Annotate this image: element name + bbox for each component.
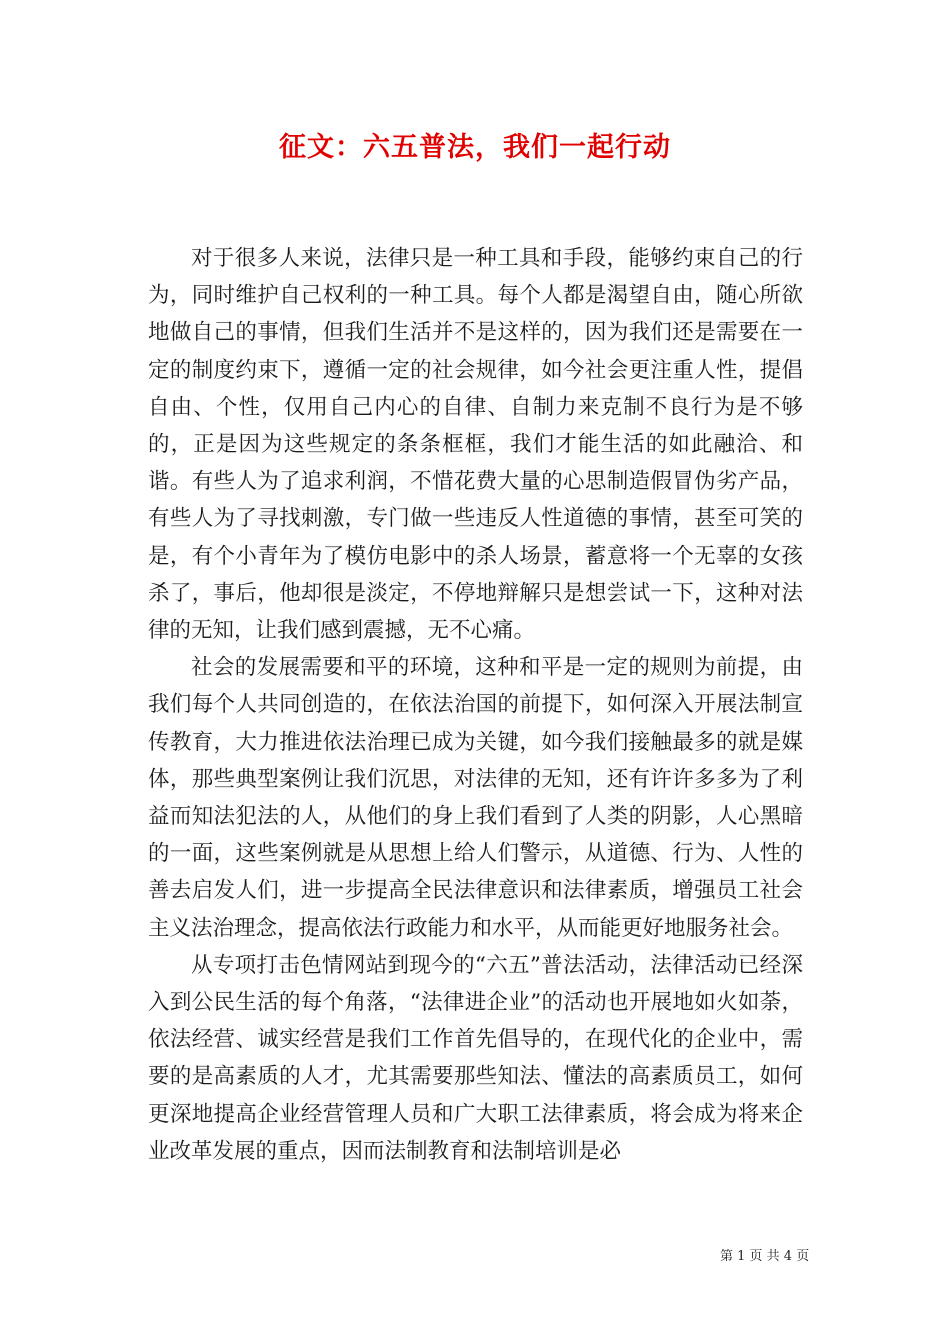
paragraph-1: 对于很多人来说，法律只是一种工具和手段，能够约束自己的行为，同时维护自己权利的一种工具。每个人都是渴望自由，随心所欲地做自己的事情，但我们生活并不是这样的，因为我们还是需要在一定的制度约束下，遵循一定的社会规律，如今社会更注重人性，提倡自由、个性，仅用自己内心的自律、自制力来克制不良行为是不够的，正是因为这些规定的条条框框，我们才能生活的如此融洽、和谐。有些人为了追求利润，不惜花费大量的心思制造假冒伪劣产品，有些人为了寻找刺激，专门做一些违反人性道德的事情，甚至可笑的是，有个小青年为了模仿电影中的杀人场景，蓄意将一个无辜的女孩杀了，事后，他却很是淡定，不停地辩解只是想尝试一下，这种对法律的无知，让我们感到震撼，无不心痛。 <box>148 246 803 644</box>
paragraph-3: 从专项打击色情网站到现今的“六五”普法活动，法律活动已经深入到公民生活的每个角落，“法律进企业”的活动也开展地如火如荼，依法经营、诚实经营是我们工作首先倡导的，在现代化的企业中，需要的是高素质的人才，尤其需要那些知法、懂法的高素质员工，如何更深地提高企业经营管理人员和广大职工法律素质，将会成为将来企业改革发展的重点，因而法制教育和法制培训是必 <box>148 952 803 1164</box>
page-title: 征文：六五普法，我们一起行动 <box>279 132 671 163</box>
page-number-footer: 第 1 页 共 4 页 <box>720 1249 810 1264</box>
paragraph-2: 社会的发展需要和平的环境，这种和平是一定的规则为前提，由我们每个人共同创造的，在依法治国的前提下，如何深入开展法制宣传教育，大力推进依法治理已成为关键，如今我们接触最多的就是媒体，那些典型案例让我们沉思，对法律的无知，还有许许多多为了利益而知法犯法的人，从他们的身上我们看到了人类的阴影，人心黑暗的一面，这些案例就是从思想上给人们警示，从道德、行为、人性的善去启发人们，进一步提高全民法律意识和法律素质，增强员工社会主义法治理念，提高依法行政能力和水平，从而能更好地服务社会。 <box>148 655 803 941</box>
document-body <box>148 240 803 1170</box>
